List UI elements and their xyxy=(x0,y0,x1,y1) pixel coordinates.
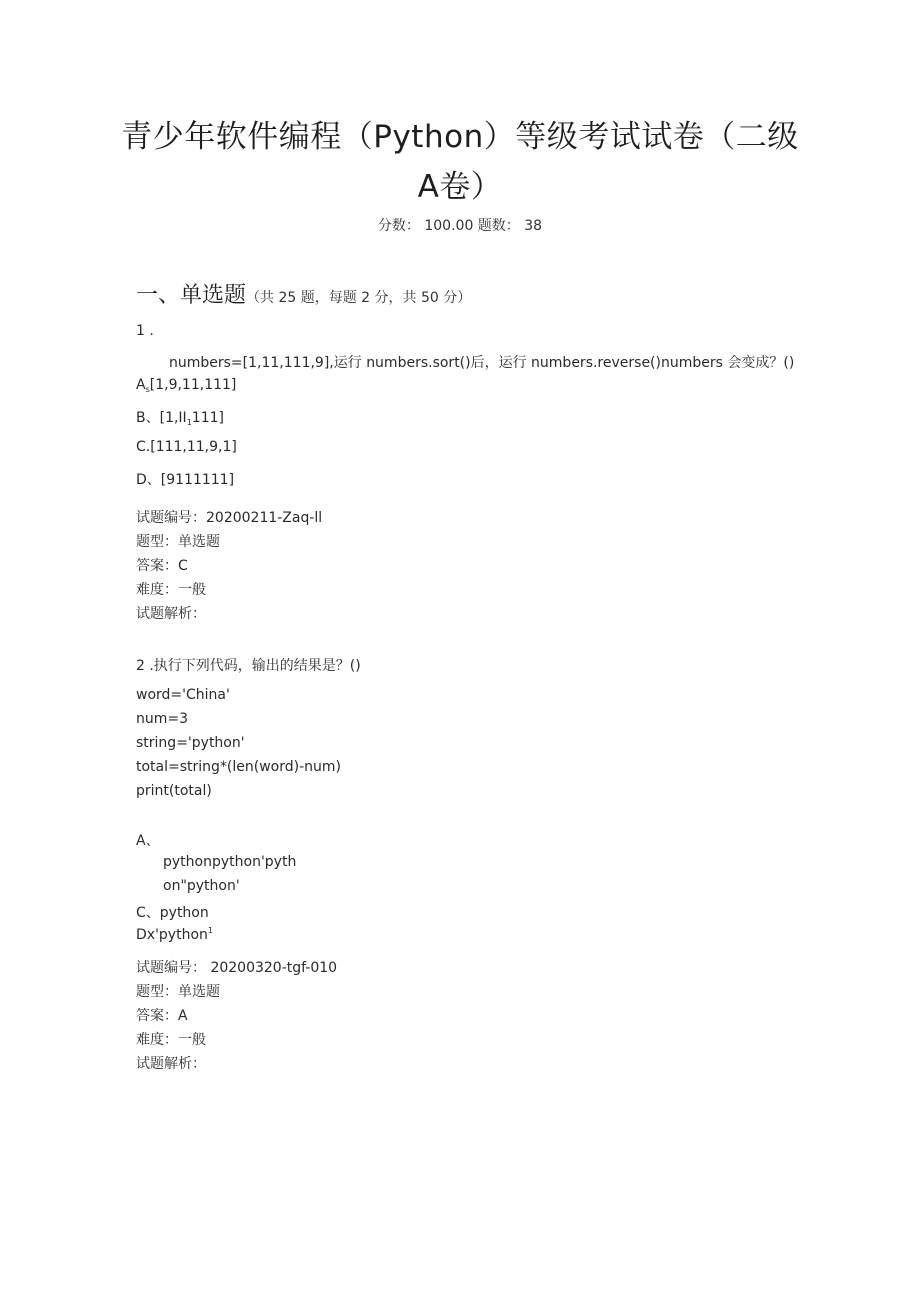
q1-difficulty: 难度：一般 xyxy=(136,582,206,598)
q2-code-line: word='China' xyxy=(136,687,230,703)
q1-option-b-pre: B、[1,II xyxy=(136,410,187,426)
q1-type: 题型：单选题 xyxy=(136,534,220,550)
q2-answer: 答案：A xyxy=(136,1008,188,1024)
q1-option-d: D、[9111111] xyxy=(136,472,235,488)
document-title: 青少年软件编程（Python）等级考试试卷（二级A卷） xyxy=(121,119,799,205)
q1-option-c: C.[111,11,9,1] xyxy=(136,439,237,455)
q1-option-b-sub: 1 xyxy=(186,418,192,427)
section-note: （共 25 题，每题 2 分，共 50 分） xyxy=(246,290,472,306)
q2-option-a-line2: on"python' xyxy=(163,878,240,894)
q2-code-line: print(total) xyxy=(136,783,212,799)
score-summary: 分数： 100.00 题数： 38 xyxy=(377,218,543,234)
q1-option-a-sub: s xyxy=(145,385,150,394)
q1-option-b-post: 111] xyxy=(191,410,224,426)
q1-option-a-text: [1,9,11,111] xyxy=(149,377,237,393)
q1-option-a xyxy=(136,377,236,394)
q1-number: 1 . xyxy=(136,323,154,339)
q2-code-line: total=string*(len(word)-num) xyxy=(136,759,342,775)
q2-option-d-text: Dx'python xyxy=(136,927,208,943)
section-title: 一、单选题 xyxy=(136,283,247,308)
section-heading xyxy=(136,278,471,309)
q2-difficulty: 难度：一般 xyxy=(136,1032,206,1048)
q1-stem: numbers=[1,11,111,9],运行 numbers.sort()后，运行 numbers.reverse()numbers 会变成？() xyxy=(169,355,795,371)
q2-id: 试题编号： 20200320-tgf-010 xyxy=(136,960,338,976)
q2-type: 题型：单选题 xyxy=(136,984,220,1000)
q1-option-b xyxy=(136,407,224,427)
q1-analysis: 试题解析： xyxy=(136,606,206,622)
q1-answer: 答案：C xyxy=(136,558,188,574)
q2-option-d xyxy=(136,926,213,943)
q2-option-a: A、 xyxy=(136,833,160,849)
q2-option-c: C、python xyxy=(136,905,209,921)
q2-code-line: string='python' xyxy=(136,735,245,751)
q2-option-a-line1: pythonpython'pyth xyxy=(163,854,297,870)
q2-stem: 2 .执行下列代码，输出的结果是？() xyxy=(136,658,361,674)
q1-id: 试题编号：20200211-Zaq-ll xyxy=(136,510,323,526)
q2-option-d-sup: 1 xyxy=(207,926,213,935)
q2-analysis: 试题解析： xyxy=(136,1056,206,1072)
q1-option-a-label: A xyxy=(136,377,146,393)
q2-code-line: num=3 xyxy=(136,711,189,727)
